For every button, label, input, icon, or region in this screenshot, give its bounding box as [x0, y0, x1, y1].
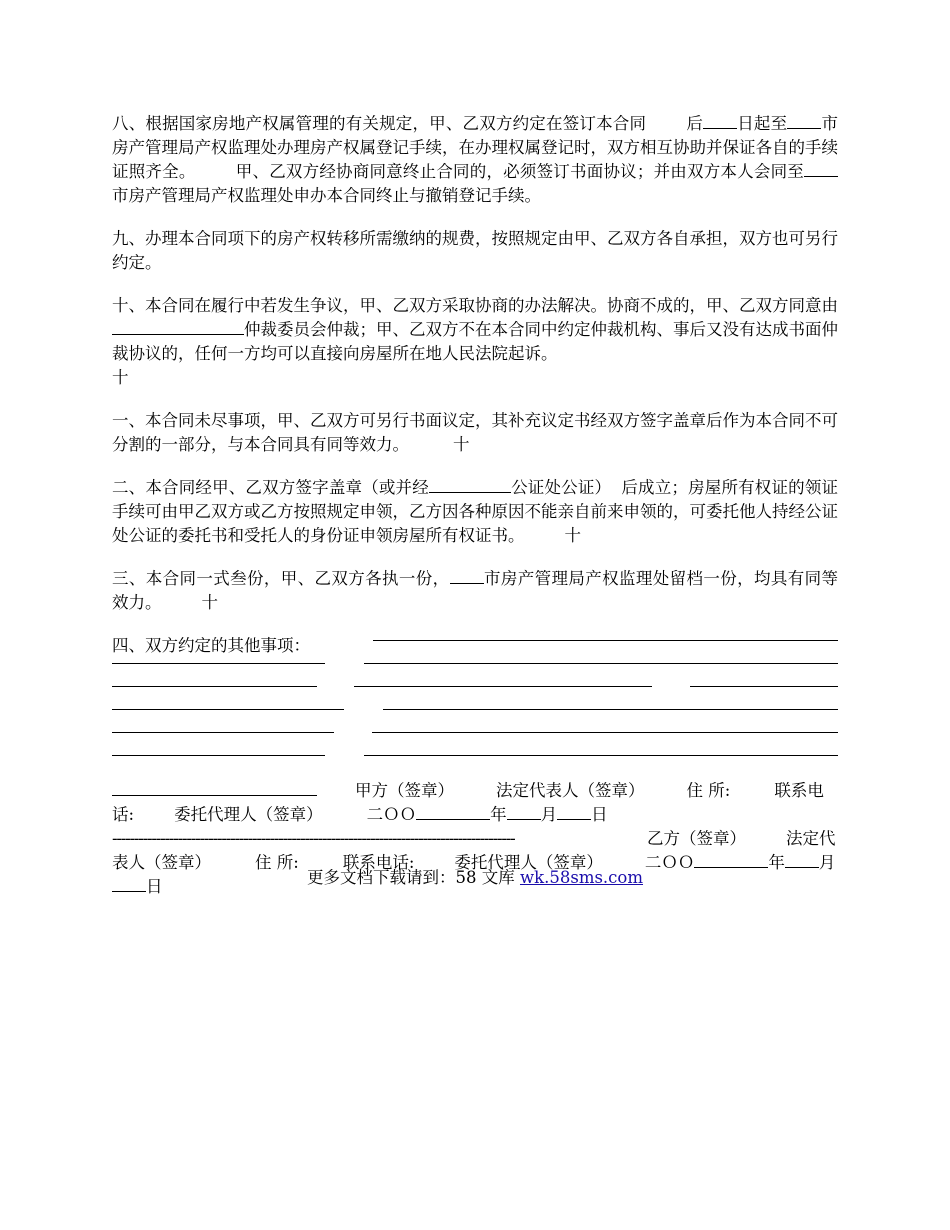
blank-year[interactable]: [416, 803, 490, 820]
phone-label-b: 联系电话:: [342, 853, 415, 872]
fill-line[interactable]: [112, 708, 344, 710]
clause-8-text-4: 市房产管理局产权监理处办理房产权属登记手续，在办理权属登记时，双方相互协助并保证各自的手续证照齐全。: [112, 114, 839, 181]
fill-line[interactable]: [112, 685, 317, 687]
clause-9-text: 九、办理本合同项下的房产权转移所需缴纳的规费，按照规定由甲、乙双方各自承担，双方也可另行约定。: [112, 229, 838, 272]
clause-11-text-1: 一、本合同未尽事项，甲、乙双方可另行书面议定，其补充议定书经双方签字盖章后作为本合同不可分割的一部分，与本合同具有同等效力。: [112, 411, 838, 454]
clause-12-text-2: 公证处公证）: [510, 478, 612, 497]
clause-9: [112, 227, 838, 275]
address-b-label: 住 所:: [255, 853, 299, 872]
clause-12-text-3: 后成立；房屋所有权证的领证手续可由甲乙双方或乙方按照规定申领，乙方因各种原因不能亲自前来申领的，可委托他人持经公证处公证的委托书和受托人的身份证申领房屋所有权证书。: [112, 478, 839, 545]
fill-line[interactable]: [354, 685, 652, 687]
legal-rep-b-2: 代表人（签章）: [112, 829, 836, 872]
year-label: 年: [490, 805, 507, 824]
day-label: 日: [591, 805, 608, 824]
date-prefix: 二ＯＯ: [366, 805, 417, 824]
fill-line[interactable]: [364, 662, 838, 664]
clause-10-text-1: 十、本合同在履行中若发生争议，甲、乙双方采取协商的办法解决。协商不成的，甲、乙双方同意由: [112, 296, 838, 315]
blank-city-2[interactable]: [804, 160, 838, 177]
fill-line[interactable]: [364, 754, 838, 756]
clause-12-text-1: 二、本合同经甲、乙双方签字盖章（或并经: [112, 478, 429, 497]
clause-8-text-5: 甲、乙双方经协商同意终止合同的，必须签订书面协议；并由双方本人会同至: [235, 162, 804, 181]
fill-line[interactable]: [112, 662, 325, 664]
fill-line[interactable]: [690, 685, 838, 687]
party-b-label: 乙方（签章）: [647, 829, 746, 848]
blank-day[interactable]: [557, 803, 591, 820]
party-a-label: 甲方（签章）: [355, 781, 454, 800]
clause-13-text-2: 市房产管理局产权监理处留档一份，均具有同等效力。: [112, 569, 839, 612]
fill-line[interactable]: [373, 639, 838, 641]
fill-line[interactable]: [372, 731, 838, 733]
blank-notary[interactable]: [429, 476, 511, 493]
address-label: 住 所:: [686, 781, 731, 800]
date-prefix-b: 二ＯＯ: [644, 853, 695, 872]
legal-rep-b-1: 法定: [786, 829, 819, 848]
clause-11-text-2: 十: [453, 435, 470, 454]
month-label: 月: [540, 805, 558, 824]
year-label-b: 年: [768, 853, 785, 872]
legal-rep-label: 法定代表人（签章）: [496, 781, 645, 800]
clause-10-text-2: 仲裁委员会仲裁；甲、乙双方不在本合同中约定仲裁机构、事后又没有达成书面仲裁协议的，任何一方均可以直接向房屋所在地人民法院起诉。: [112, 320, 838, 363]
blank-days[interactable]: [703, 112, 737, 129]
footer-text: 更多文档下载请到：58 文库: [306, 868, 515, 887]
fill-line[interactable]: [112, 731, 334, 733]
clause-8: [112, 112, 838, 208]
clause-13-text-3: 十: [201, 593, 218, 612]
blank-arbitration[interactable]: [112, 318, 244, 335]
blank-month[interactable]: [507, 803, 541, 820]
fill-line[interactable]: [112, 754, 325, 756]
clause-8-text-6: 市房产管理局产权监理处申办本合同终止与撤销登记手续。: [112, 186, 541, 205]
other-matters-lines: [112, 639, 838, 789]
clause-12: [112, 476, 838, 548]
clause-8-text-1: 八、根据国家房地产权属管理的有关规定，甲、乙双方约定在签订本合同: [112, 114, 647, 133]
clause-13-text-1: 三、本合同一式叁份，甲、乙双方各执一份，: [112, 569, 450, 588]
footer: [0, 866, 950, 890]
fill-line[interactable]: [383, 708, 838, 710]
day-label-b: 日: [146, 877, 163, 896]
clause-8-text-3: 日起至: [737, 114, 788, 133]
agent-b-label: 委托代理人（签章）: [454, 853, 603, 872]
clause-8-text-2: 后: [686, 114, 704, 133]
contract-page: [112, 112, 838, 899]
phone-label-a: 联系电话:: [112, 781, 824, 824]
clause-12-text-4: 十: [564, 526, 581, 545]
agent-label: 委托代理人（签章）: [174, 805, 323, 824]
blank-city-3[interactable]: [450, 567, 484, 584]
clause-11: [112, 409, 838, 457]
footer-link[interactable]: wk.58sms.com: [519, 868, 643, 887]
month-label-b: 月: [818, 853, 836, 872]
clause-14-label: 四、双方约定的其他事项：: [112, 636, 310, 655]
blank-city-1[interactable]: [787, 112, 821, 129]
separator-dashes: --------------------------------------------------------------------------------------------: [112, 829, 515, 848]
clause-10: [112, 294, 838, 390]
clause-13: [112, 567, 838, 615]
clause-10-text-3: 十: [112, 368, 129, 387]
